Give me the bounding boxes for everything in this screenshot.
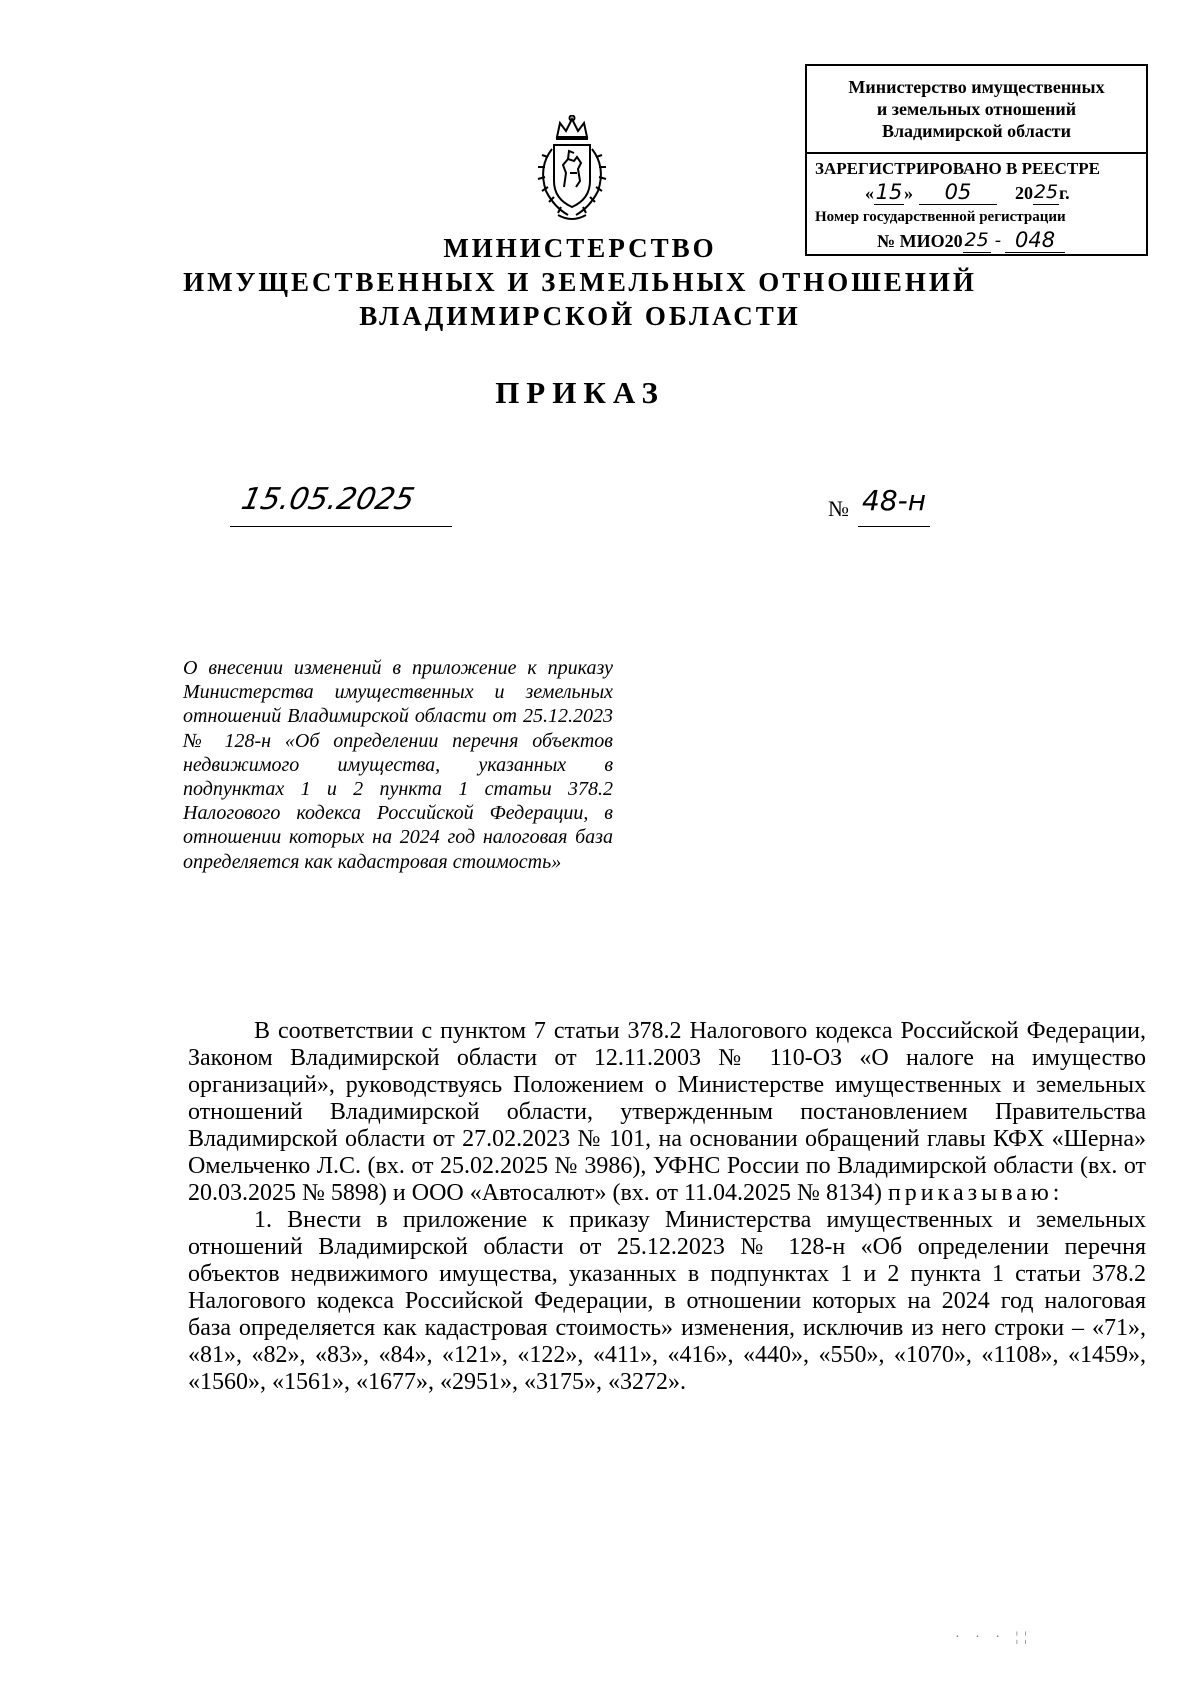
stamp-organization	[807, 66, 1146, 154]
stamp-date-close-quote: »	[904, 183, 913, 203]
stamp-number-separator: -	[994, 230, 1002, 251]
stamp-org-line-3: Владимирской области	[881, 121, 1072, 141]
stamp-number-value: 048	[1005, 228, 1065, 253]
scan-marks: · · · ¦¦	[955, 1630, 1034, 1645]
stamp-date-month: 05	[919, 180, 997, 205]
preamble-text: В соответствии с пунктом 7 статьи 378.2 Налогового кодекса Российской Федерации, Законом Владимирской области от 12.11.2003 № 110-ОЗ «О налоге на имущество организаций», руководствуясь Положением о Министерстве имущественных и земельных отношений Владимирской области, утвержденным постановлением Правительства Владимирской области от 27.02.2023 № 101, на основании обращений главы КФХ «Шерна» Омельченко Л.С. (вх. от 25.02.2025 № 3986), УФНС России по Владимирской области (вх. от 20.03.2025 № 5898) и ООО «Автосалют» (вх. от 11.04.2025 № 8134)	[188, 1018, 1146, 1206]
stamp-number-label: Номер государственной регистрации	[815, 209, 1066, 225]
coat-of-arms-icon	[522, 115, 622, 225]
order-number-sign: №	[828, 496, 849, 521]
order-date: 15.05.2025	[238, 482, 418, 517]
registration-stamp	[805, 64, 1148, 256]
ministry-title-line-2: ИМУЩЕСТВЕННЫХ И ЗЕМЕЛЬНЫХ ОТНОШЕНИЙ	[183, 267, 977, 297]
stamp-date-year-end: г.	[1059, 183, 1070, 203]
order-subject: О внесении изменений в приложение к приказу Министерства имущественных и земельных отношений Владимирской области от 25.12.2023 № 128-н «Об определении перечня объектов недвижимого имущества, указанных в подпунктах 1 и 2 пункта 1 статьи 378.2 Налогового кодекса Российской Федерации, в отношении которых на 2024 год налоговая база определяется как кадастровая стоимость»	[183, 657, 613, 873]
order-body	[188, 1018, 1146, 1396]
item-1-paragraph: 1. Внести в приложение к приказу Министерства имущественных и земельных отношений Владимирской области от 25.12.2023 № 128-н «Об определении перечня объектов недвижимого имущества, указанных в подпунктах 1 и 2 пункта 1 статьи 378.2 Налогового кодекса Российской Федерации, в отношении которых на 2024 год налоговая база определяется как кадастровая стоимость» изменения, исключив из него строки – «71», «81», «82», «83», «84», «121», «122», «411», «416», «440», «550», «1070», «1108», «1459», «1560», «1561», «1677», «2951», «3175», «3272».	[188, 1207, 1146, 1395]
stamp-date-day: 15	[875, 180, 903, 204]
ministry-title-line-1: МИНИСТЕРСТВО	[443, 233, 717, 263]
stamp-number-year: 25	[964, 229, 989, 251]
stamp-number-prefix: № МИО20	[877, 231, 963, 251]
order-number: 48-н	[862, 484, 927, 517]
stamp-org-line-2: и земельных отношений	[876, 99, 1077, 119]
stamp-date-year-suffix: 25	[1033, 181, 1059, 203]
stamp-registered-label: ЗАРЕГИСТРИРОВАНО В РЕЕСТРЕ	[815, 159, 1100, 178]
stamp-date-open-quote: «	[865, 183, 874, 203]
order-word: приказываю:	[887, 1180, 1064, 1206]
stamp-org-line-1: Министерство имущественных	[848, 77, 1105, 97]
document-type: ПРИКАЗ	[495, 375, 665, 410]
preamble-paragraph	[188, 1018, 1146, 1207]
stamp-date-year-prefix: 20	[1015, 183, 1033, 203]
stamp-date-line	[815, 179, 1140, 205]
ministry-title-line-3: ВЛАДИМИРСКОЙ ОБЛАСТИ	[359, 301, 801, 331]
